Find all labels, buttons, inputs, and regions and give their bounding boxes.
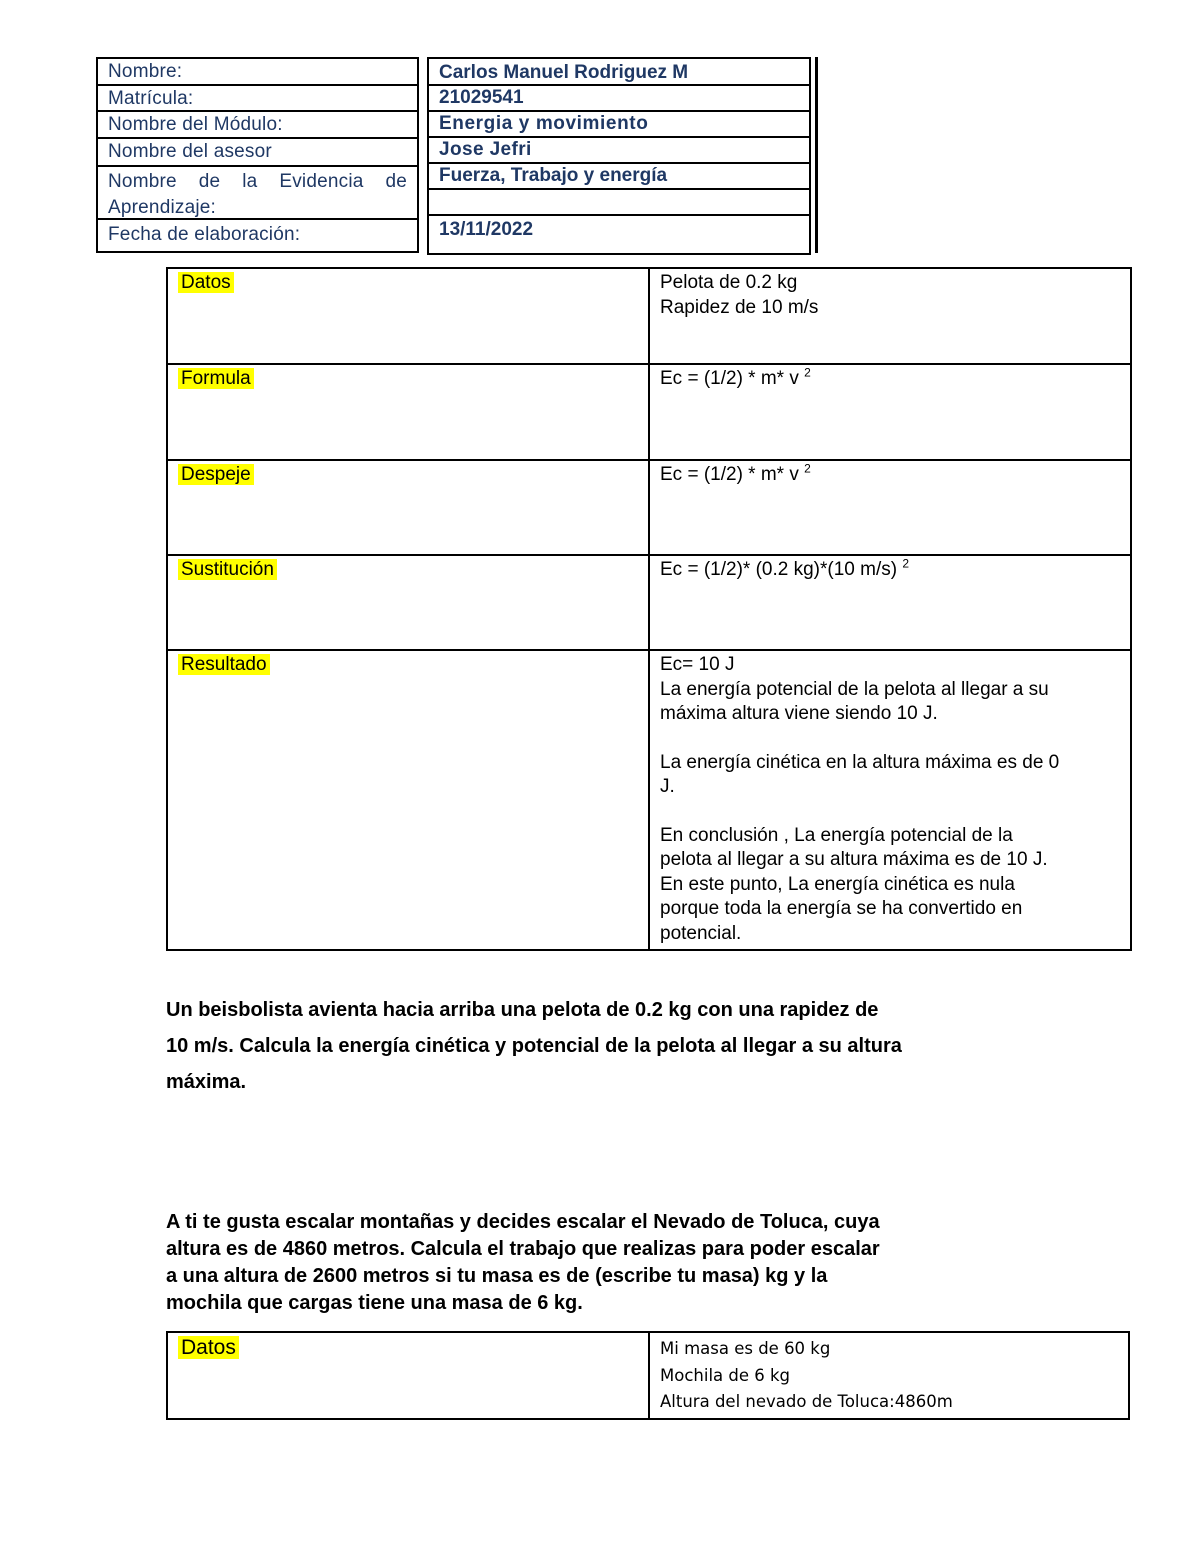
label-datos-2: Datos [178,1336,239,1359]
resultado-line: potencial. [660,922,742,944]
value-evidencia-extra [429,190,809,216]
label-fecha: Fecha de elaboración: [108,224,301,245]
question-2-line: a una altura de 2600 metros si tu masa es de (escribe tu masa) kg y la [166,1265,828,1287]
label-evidencia [98,167,417,220]
question-1-line: 10 m/s. Calcula la energía cinética y potencial de la pelota al llegar a su altura [166,1035,902,1057]
label-modulo: Nombre del Módulo: [98,112,417,139]
question-2-line: altura es de 4860 metros. Calcula el trabajo que realizas para poder escalar [166,1238,880,1260]
student-info-labels [96,57,419,253]
label-nombre: Nombre: [98,59,417,86]
row-label-cell [167,268,649,364]
paragraph-gap [660,800,1120,824]
datos-2-line: Altura del nevado de Toluca:4860m [660,1392,953,1411]
label-matricula: Matrícula: [98,86,417,112]
question-2 [166,1209,1046,1317]
value-evidencia: Fuerza, Trabajo y energía [429,164,809,190]
table-row [167,364,1131,460]
value-asesor: Jose Jefri [429,138,809,164]
resultado-line: porque toda la energía se ha convertido en [660,898,1023,919]
despeje-exponent: 2 [804,461,811,476]
formula-exponent: 2 [804,365,811,380]
resultado-line: La energía potencial de la pelota al llegar a su [660,678,1049,700]
datos-table-2 [166,1331,1130,1420]
question-1-line: Un beisbolista avienta hacia arriba una pelota de 0.2 kg con una rapidez de [166,999,879,1021]
row-value-cell [649,364,1131,460]
resultado-line: J. [660,776,675,797]
resultado-line: pelota al llegar a su altura máxima es de 10 J. [660,849,1048,870]
resultado-line: máxima altura viene siendo 10 J. [660,703,938,724]
row-value-cell [649,555,1131,650]
question-2-line: A ti te gusta escalar montañas y decides escalar el Nevado de Toluca, cuya [166,1211,880,1233]
despeje-text: Ec = (1/2) * m* v [660,464,799,485]
row-label-cell [167,364,649,460]
resultado-line: La energía cinética en la altura máxima es de 0 [660,751,1060,773]
table-row [167,555,1131,650]
row-label-cell [167,555,649,650]
value-modulo: Energia y movimiento [429,112,809,138]
value-nombre: Carlos Manuel Rodriguez M [429,59,809,86]
question-1 [166,992,1046,1100]
paragraph-gap [660,727,1120,751]
formula-text: Ec = (1/2) * m* v [660,368,799,389]
table-row [167,1332,1129,1419]
datos-2-line: Mi masa es de 60 kg [660,1339,831,1358]
resultado-line: En este punto, La energía cinética es nula [660,873,1015,895]
label-asesor: Nombre del asesor [98,139,417,167]
sustitucion-exponent: 2 [902,556,910,571]
label-datos: Datos [178,272,234,293]
table-row [167,268,1131,364]
datos-2-line: Mochila de 6 kg [660,1365,791,1385]
header-side-border [815,57,818,253]
sustitucion-text: Ec = (1/2)* (0.2 kg)*(10 m/s) [660,559,898,580]
student-info-values [427,57,811,255]
datos-line: Rapidez de 10 m/s [660,296,819,318]
row-value-cell [649,268,1131,364]
row-value-cell [649,650,1131,950]
table-row [167,460,1131,555]
datos-line: Pelota de 0.2 kg [660,272,798,293]
label-sustitucion: Sustitución [178,559,277,580]
resultado-line: Ec= 10 J [660,654,735,675]
label-resultado: Resultado [178,654,270,675]
label-evidencia-line1: Nombre de la Evidencia de [108,171,407,192]
question-1-line: máxima. [166,1071,247,1093]
label-formula: Formula [178,368,254,389]
value-fecha: 13/11/2022 [439,219,534,240]
row-label-cell [167,1332,649,1419]
resultado-line: En conclusión , La energía potencial de la [660,824,1013,846]
question-2-line: mochila que cargas tiene una masa de 6 kg. [166,1292,583,1314]
label-evidencia-line2: Aprendizaje: [108,197,217,218]
solution-table [166,267,1132,951]
row-value-cell [649,1332,1129,1419]
label-despeje: Despeje [178,464,254,485]
table-row [167,650,1131,950]
row-label-cell [167,460,649,555]
row-label-cell [167,650,649,950]
value-matricula: 21029541 [429,86,809,112]
row-value-cell [649,460,1131,555]
